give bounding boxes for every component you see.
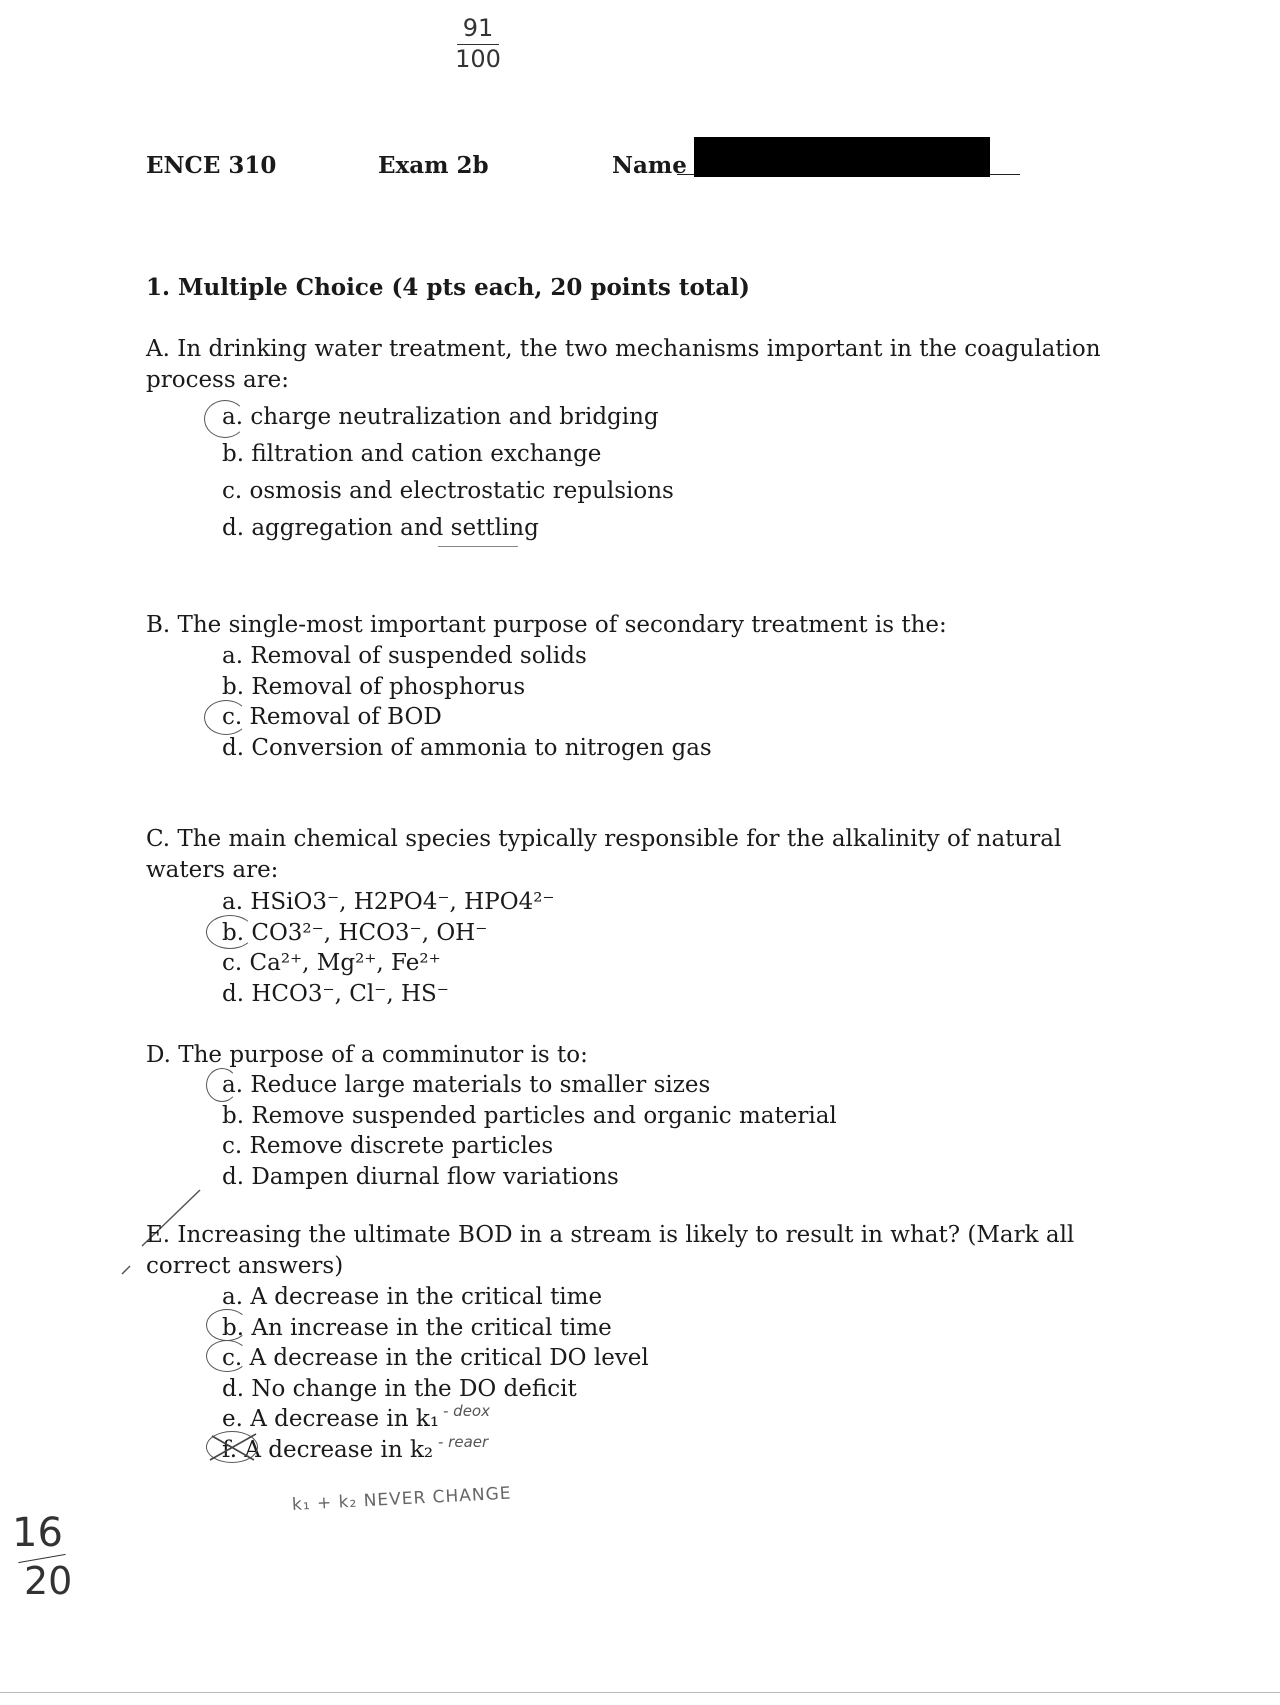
question-a-options — [222, 399, 674, 547]
question-c-options — [222, 887, 555, 1009]
answer-mark-b — [204, 700, 248, 735]
question-b-stem — [146, 610, 947, 641]
question-a-option-a[interactable]: a. charge neutralization and bridging — [222, 404, 659, 430]
name-redaction — [694, 137, 990, 177]
section-score — [12, 1510, 92, 1603]
question-d-stem — [146, 1040, 588, 1071]
question-a-stem-line-2: process are: — [146, 367, 290, 393]
question-e-option-a[interactable]: a. A decrease in the critical time — [222, 1284, 603, 1310]
question-a-option-c[interactable]: c. osmosis and electrostatic repulsions — [222, 478, 674, 504]
question-c-option-b[interactable]: b. CO3²⁻, HCO3⁻, OH⁻ — [222, 919, 488, 946]
name-label: Name — [612, 152, 687, 179]
answer-mark-c — [206, 915, 254, 949]
question-e-stem — [146, 1220, 1146, 1282]
question-b-option-a[interactable]: a. Removal of suspended solids — [222, 643, 587, 669]
question-c-option-a[interactable]: a. HSiO3⁻, H2PO4⁻, HPO4²⁻ — [222, 889, 555, 915]
question-a-option-d[interactable]: d. aggregation and settling — [222, 515, 539, 541]
question-e-option-f[interactable]: f. A decrease in k₂ — [222, 1436, 434, 1463]
question-e-stem-line-1: E. Increasing the ultimate BOD in a stream is likely to result in what? (Mark all — [146, 1222, 1075, 1248]
question-c-stem-line-1: C. The main chemical species typically responsible for the alkalinity of natural — [146, 826, 1062, 852]
page-edge-line — [0, 1692, 1280, 1693]
answer-mark-e-c — [206, 1340, 248, 1372]
question-e-option-b[interactable]: b. An increase in the critical time — [222, 1314, 612, 1341]
section-score-denominator: 20 — [24, 1559, 73, 1603]
question-c-stem — [146, 824, 1146, 886]
question-a-stem-line-1: A. In drinking water treatment, the two mechanisms important in the coagulation — [146, 336, 1101, 362]
question-d-option-d[interactable]: d. Dampen diurnal flow variations — [222, 1163, 619, 1190]
exam-score-denominator: 100 — [455, 45, 501, 73]
question-d-option-c[interactable]: c. Remove discrete particles — [222, 1133, 554, 1159]
question-b-option-d[interactable]: d. Conversion of ammonia to nitrogen gas — [222, 734, 712, 761]
question-e-option-d[interactable]: d. No change in the DO deficit — [222, 1375, 577, 1402]
section-title: 1. Multiple Choice (4 pts each, 20 points total) — [146, 274, 750, 301]
k2-note: - reaer — [438, 1433, 489, 1451]
question-e-option-c[interactable]: c. A decrease in the critical DO level — [222, 1345, 649, 1371]
question-a-stem — [146, 334, 1146, 396]
exam-score — [448, 14, 508, 73]
question-c-option-c[interactable]: c. Ca²⁺, Mg²⁺, Fe²⁺ — [222, 950, 441, 976]
question-d-stem-line-1: D. The purpose of a comminutor is to: — [146, 1042, 588, 1068]
question-b-options — [222, 641, 712, 763]
question-c-stem-line-2: waters are: — [146, 857, 279, 883]
question-e-options — [222, 1282, 649, 1465]
question-c-option-d[interactable]: d. HCO3⁻, Cl⁻, HS⁻ — [222, 980, 449, 1007]
course-code: ENCE 310 — [146, 152, 277, 179]
question-d-option-b[interactable]: b. Remove suspended particles and organic material — [222, 1102, 837, 1129]
settling-underline — [438, 546, 518, 547]
question-e-stem-line-2: correct answers) — [146, 1253, 344, 1279]
exam-label: Exam 2b — [378, 152, 489, 179]
question-b-stem-line-1: B. The single-most important purpose of secondary treatment is the: — [146, 612, 947, 638]
answer-mark-e-b — [206, 1309, 248, 1341]
k1-note: - deox — [443, 1402, 490, 1420]
answer-mark-a — [204, 400, 246, 438]
question-d-options — [222, 1070, 837, 1192]
question-e-option-e[interactable]: e. A decrease in k₁ — [222, 1406, 440, 1432]
question-b-option-c[interactable]: c. Removal of BOD — [222, 704, 442, 730]
question-a-option-b[interactable]: b. filtration and cation exchange — [222, 441, 602, 467]
exam-score-numerator: 91 — [462, 14, 494, 42]
question-b-option-b[interactable]: b. Removal of phosphorus — [222, 673, 526, 700]
bottom-note: k₁ + k₂ NEVER CHANGE — [291, 1483, 512, 1515]
cross-out-mark-f — [206, 1430, 262, 1464]
answer-mark-d — [206, 1068, 238, 1102]
section-score-numerator: 16 — [12, 1510, 63, 1556]
question-d-option-a[interactable]: a. Reduce large materials to smaller sizes — [222, 1072, 711, 1098]
